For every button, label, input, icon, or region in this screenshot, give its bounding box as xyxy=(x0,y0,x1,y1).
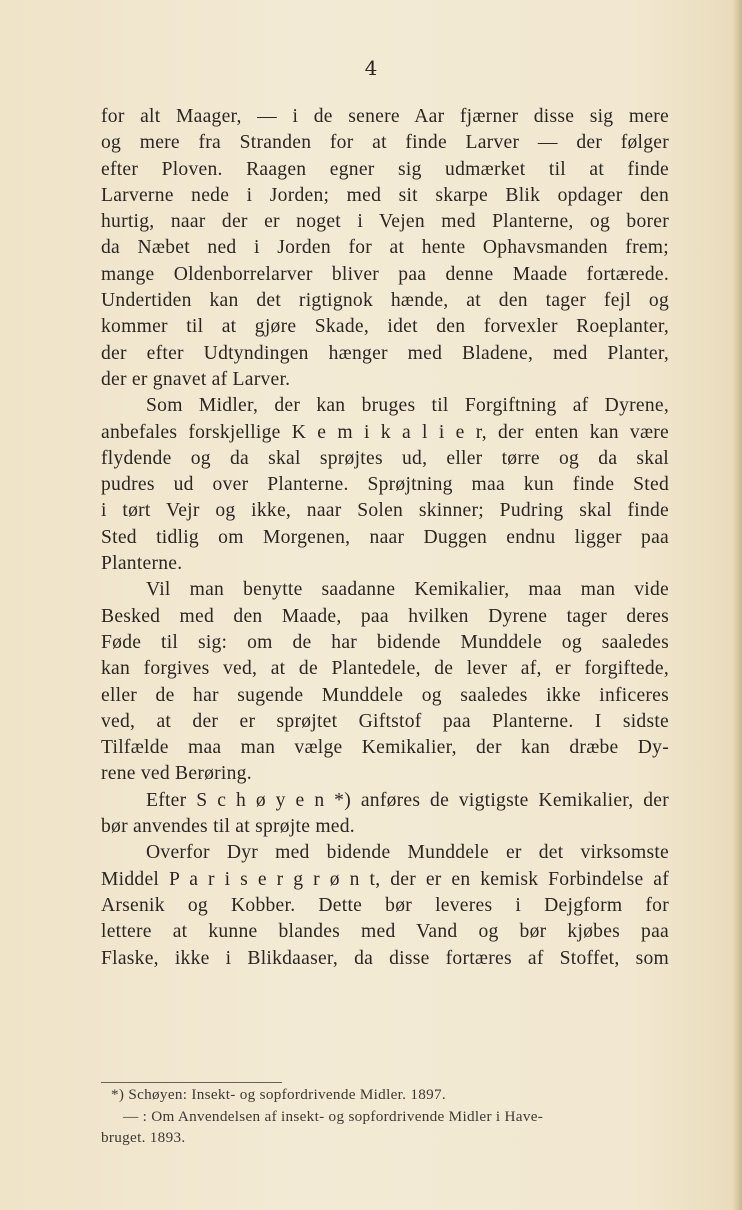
text-line: Føde til sig: om de har bidende Munddele og saaledes xyxy=(101,631,669,653)
text-line: hurtig, naar der er noget i Vejen med Planterne, og borer xyxy=(101,211,669,233)
footnote-line: — : Om Anvendelsen af insekt- og sopfordrivende Midler i Have- xyxy=(123,1107,544,1125)
text-line: Undertiden kan det rigtignok hænde, at den tager fejl og xyxy=(101,290,669,312)
text-line: rene ved Berøring. xyxy=(101,763,252,785)
text-line: Larverne nede i Jorden; med sit skarpe Blik opdager den xyxy=(101,184,669,206)
body-text xyxy=(101,104,669,972)
text-line: Efter S c h ø y e n *) anføres de vigtigste Kemikalier, der xyxy=(146,789,669,811)
text-line: efter Ploven. Raagen egner sig udmærket til at finde xyxy=(101,158,669,180)
text-line: der efter Udtyndingen hænger med Bladene, med Planter, xyxy=(101,342,669,364)
text-line: Overfor Dyr med bidende Munddele er det virksomste xyxy=(146,842,669,864)
text-line: anbefales forskjellige K e m i k a l i e r, der enten kan være xyxy=(101,421,669,443)
text-line: Vil man benytte saadanne Kemikalier, maa man vide xyxy=(146,579,669,601)
text-line: Besked med den Maade, paa hvilken Dyrene tager deres xyxy=(101,605,669,627)
text-line: mange Oldenborrelarver bliver paa denne Maade fortærede. xyxy=(101,263,669,285)
text-line: Planterne. xyxy=(101,553,183,575)
footnote-divider xyxy=(101,1082,282,1083)
text-line: bør anvendes til at sprøjte med. xyxy=(101,816,355,838)
text-line: Middel P a r i s e r g r ø n t, der er en kemisk Forbindelse af xyxy=(101,868,669,890)
text-line: flydende og da skal sprøjtes ud, eller tørre og da skal xyxy=(101,447,669,469)
text-line: lettere at kunne blandes med Vand og bør kjøbes paa xyxy=(101,921,669,943)
text-line: og mere fra Stranden for at finde Larver — der følger xyxy=(101,132,669,154)
footnotes xyxy=(101,1084,669,1149)
text-line: Arsenik og Kobber. Dette bør leveres i Dejgform for xyxy=(101,894,669,916)
text-line: Som Midler, der kan bruges til Forgiftning af Dyrene, xyxy=(146,395,669,417)
text-line: kommer til at gjøre Skade, idet den forvexler Roeplanter, xyxy=(101,316,669,338)
text-line: pudres ud over Planterne. Sprøjtning maa kun finde Sted xyxy=(101,474,669,496)
page-number: 4 xyxy=(364,56,378,80)
footnote-line: *) Schøyen: Insekt- og sopfordrivende Midler. 1897. xyxy=(111,1086,447,1103)
text-line: Flaske, ikke i Blikdaaser, da disse fortæres af Stoffet, som xyxy=(101,947,669,969)
text-line: Tilfælde maa man vælge Kemikalier, der kan dræbe Dy- xyxy=(101,737,669,759)
text-line: da Næbet ned i Jorden for at hente Ophavsmanden frem; xyxy=(101,237,669,259)
text-line: eller de har sugende Munddele og saaledes ikke inficeres xyxy=(101,684,669,706)
page-edge-shadow xyxy=(732,0,742,1210)
text-line: Sted tidlig om Morgenen, naar Duggen endnu ligger paa xyxy=(101,526,669,548)
footnote-line: bruget. 1893. xyxy=(101,1129,186,1146)
text-line: kan forgives ved, at de Plantedele, de lever af, er forgiftede, xyxy=(101,658,669,680)
text-line: i tørt Vejr og ikke, naar Solen skinner; Pudring skal finde xyxy=(101,500,669,522)
text-line: der er gnavet af Larver. xyxy=(101,368,291,390)
text-line: for alt Maager, — i de senere Aar fjærner disse sig mere xyxy=(101,106,669,127)
text-line: ved, at der er sprøjtet Giftstof paa Planterne. I sidste xyxy=(101,710,669,732)
